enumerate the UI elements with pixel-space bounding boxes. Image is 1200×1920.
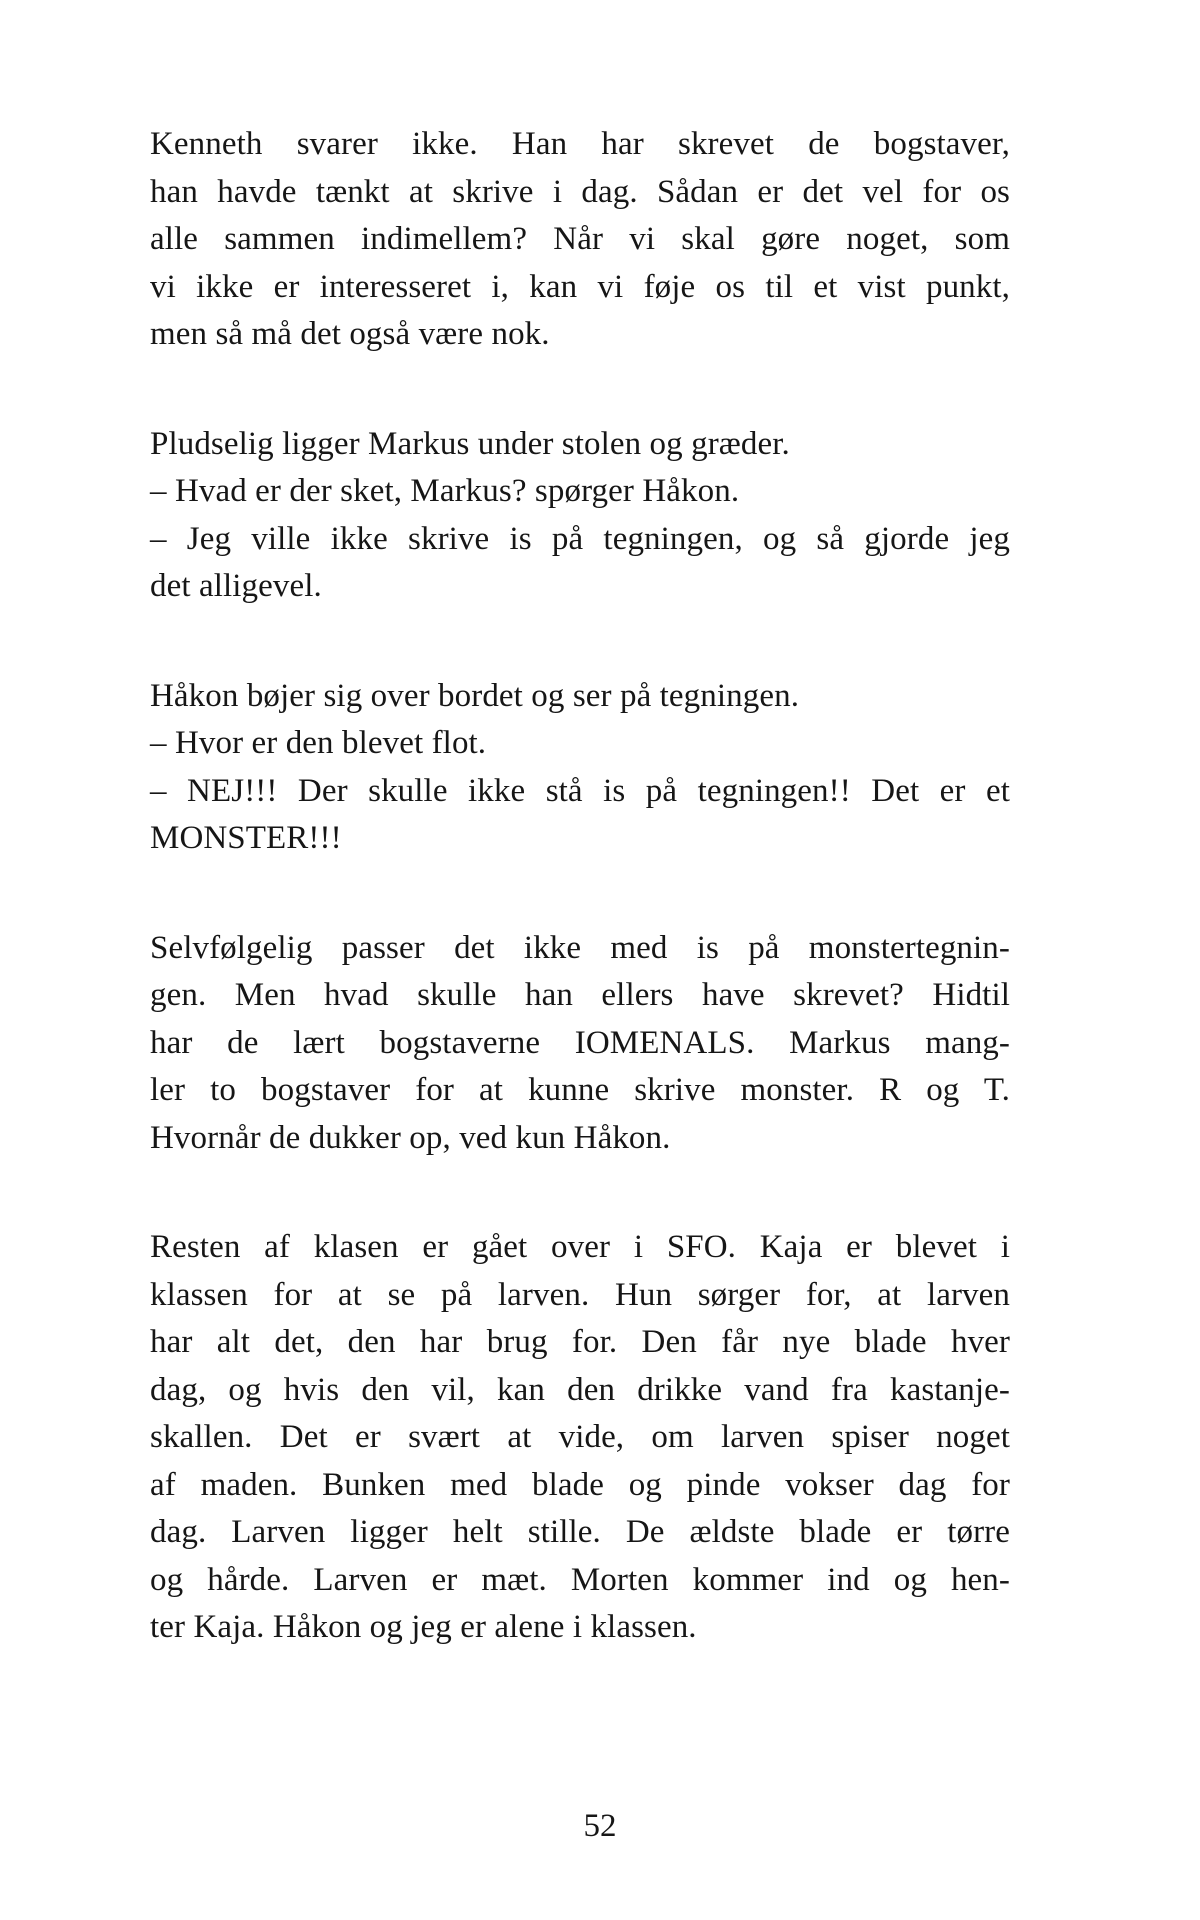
paragraph: [150, 925, 1010, 1163]
text-line: vi ikke er interesseret i, kan vi føje os til et vist punkt,: [150, 268, 1010, 305]
paragraph: [150, 673, 1010, 863]
page-text: [150, 121, 1010, 1652]
paragraph: [150, 121, 1010, 359]
text-line: Håkon bøjer sig over bordet og ser på tegningen.: [150, 677, 800, 714]
text-line: har de lært bogstaverne IOMENALS. Markus mang-: [150, 1024, 1010, 1061]
text-line: det alligevel.: [150, 568, 322, 604]
text-line: Selvfølgelig passer det ikke med is på monstertegnin-: [150, 929, 1010, 966]
text-line: ter Kaja. Håkon og jeg er alene i klassen.: [150, 1609, 697, 1645]
text-line: Hvornår de dukker op, ved kun Håkon.: [150, 1119, 671, 1156]
text-line: skallen. Det er svært at vide, om larven spiser noget: [150, 1419, 1010, 1455]
text-line: Resten af klasen er gået over i SFO. Kaja er blevet i: [150, 1229, 1010, 1265]
page-number: 52: [583, 1808, 617, 1844]
text-line: alle sammen indimellem? Når vi skal gøre noget, som: [150, 221, 1010, 257]
text-line: ler to bogstaver for at kunne skrive monster. R og T.: [150, 1072, 1010, 1108]
text-line: Pludselig ligger Markus under stolen og græder.: [150, 425, 790, 462]
text-line: MONSTER!!!: [150, 820, 342, 856]
text-line: dag. Larven ligger helt stille. De ældste blade er tørre: [150, 1514, 1010, 1550]
text-line: men så må det også være nok.: [150, 316, 550, 352]
text-line: han havde tænkt at skrive i dag. Sådan er det vel for os: [150, 173, 1010, 210]
text-line: – Jeg ville ikke skrive is på tegningen, og så gjorde jeg: [150, 520, 1010, 557]
paragraph: [150, 421, 1010, 611]
text-line: Kenneth svarer ikke. Han har skrevet de bogstaver,: [150, 126, 1010, 162]
text-line: dag, og hvis den vil, kan den drikke vand fra kastanje-: [150, 1371, 1010, 1408]
text-line: – NEJ!!! Der skulle ikke stå is på tegningen!! Det er et: [150, 772, 1010, 809]
text-line: – Hvad er der sket, Markus? spørger Håkon.: [150, 473, 740, 509]
text-line: har alt det, den har brug for. Den får nye blade hver: [150, 1324, 1010, 1360]
text-line: og hårde. Larven er mæt. Morten kommer ind og hen-: [150, 1561, 1010, 1598]
paragraph: [150, 1224, 1010, 1652]
text-line: – Hvor er den blevet flot.: [150, 725, 487, 761]
text-line: gen. Men hvad skulle han ellers have skrevet? Hidtil: [150, 977, 1010, 1013]
text-line: af maden. Bunken med blade og pinde vokser dag for: [150, 1466, 1010, 1503]
text-line: klassen for at se på larven. Hun sørger for, at larven: [150, 1276, 1010, 1313]
